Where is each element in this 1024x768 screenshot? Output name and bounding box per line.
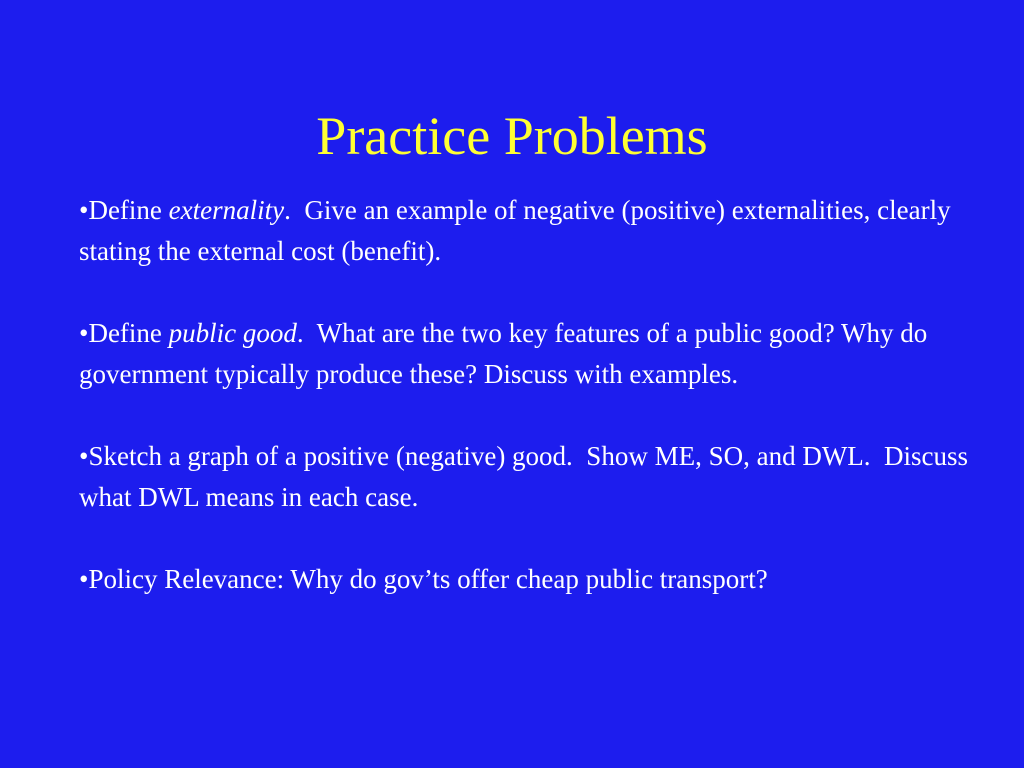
bullet-sketch-graph: [79, 436, 979, 518]
bullet-marker: •: [79, 318, 89, 348]
bullet-prefix: Define: [88, 195, 169, 225]
term-punct: .: [284, 195, 291, 225]
bullet-marker: •: [79, 441, 89, 471]
bullet-policy-relevance: [79, 559, 979, 600]
bullet-externality: [79, 190, 979, 272]
slide-body: [79, 190, 979, 600]
bullet-prefix: Define: [88, 318, 169, 348]
term-externality: externality: [168, 195, 285, 225]
bullet-text: What are the two key features of a public good? Why do government typically produce these? Discuss with examples.: [79, 318, 934, 389]
bullet-public-good: [79, 313, 979, 395]
bullet-marker: •: [79, 195, 89, 225]
term-public-good: public good: [168, 318, 297, 348]
bullet-marker: •: [79, 564, 89, 594]
bullet-text: Sketch a graph of a positive (negative) good. Show ME, SO, and DWL. Discuss what DWL means in each case.: [79, 441, 975, 512]
slide-title: Practice Problems: [316, 106, 708, 166]
term-punct: .: [296, 318, 304, 348]
bullet-text: Give an example of negative (positive) externalities, clearly stating the external cost (benefit).: [79, 195, 958, 266]
bullet-text: Policy Relevance: Why do gov’ts offer cheap public transport?: [88, 564, 768, 594]
